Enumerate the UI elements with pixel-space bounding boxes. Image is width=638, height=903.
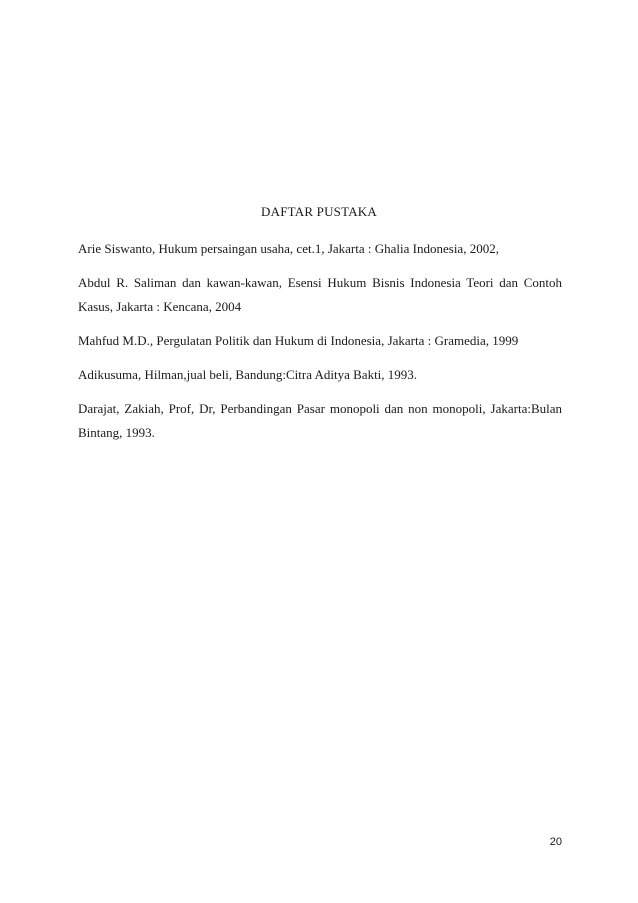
page-number: 20 xyxy=(549,836,562,848)
reference-item: Darajat, Zakiah, Prof, Dr, Perbandingan Pasar monopoli dan non monopoli, Jakarta:Bulan Bintang, 1993. xyxy=(78,401,562,440)
reference-item: Mahfud M.D., Pergulatan Politik dan Hukum di Indonesia, Jakarta : Gramedia, 1999 xyxy=(78,333,519,348)
reference-list xyxy=(78,237,562,455)
bibliography-heading: DAFTAR PUSTAKA xyxy=(261,204,377,219)
reference-item: Abdul R. Saliman dan kawan-kawan, Esensi Hukum Bisnis Indonesia Teori dan Contoh Kasus, Jakarta : Kencana, 2004 xyxy=(78,275,562,314)
reference-item: Arie Siswanto, Hukum persaingan usaha, cet.1, Jakarta : Ghalia Indonesia, 2002, xyxy=(78,241,499,256)
reference-item: Adikusuma, Hilman,jual beli, Bandung:Citra Aditya Bakti, 1993. xyxy=(78,367,418,382)
